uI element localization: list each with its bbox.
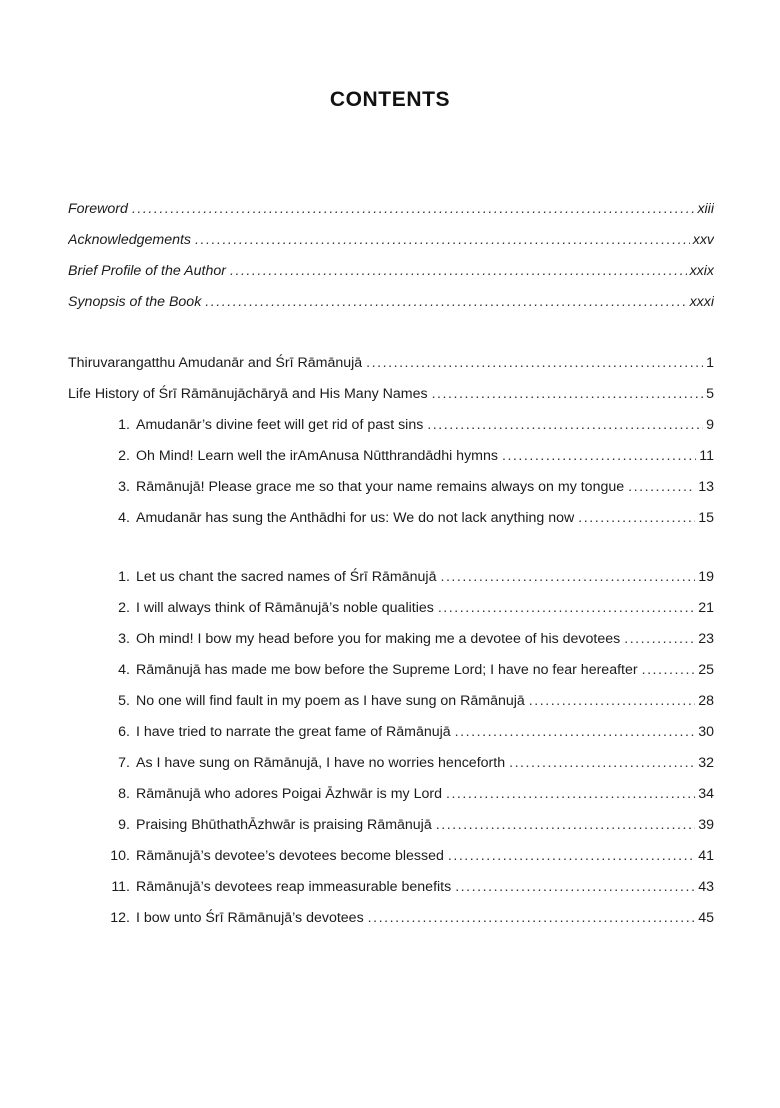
dot-leader bbox=[195, 231, 690, 249]
dot-leader bbox=[205, 293, 686, 311]
toc-entry-label: Rāmānujā! Please grace me so that your name remains always on my tongue bbox=[136, 479, 625, 495]
toc-entry[interactable] bbox=[104, 412, 714, 434]
dot-leader bbox=[132, 200, 695, 218]
dot-leader bbox=[628, 478, 695, 496]
toc-entry-label: As I have sung on Rāmānujā, I have no worries henceforth bbox=[136, 755, 506, 771]
toc-entry-page: xxix bbox=[689, 263, 714, 279]
toc-entry-page: 23 bbox=[698, 631, 714, 647]
toc-entry[interactable] bbox=[104, 657, 714, 679]
dot-leader bbox=[529, 692, 695, 710]
dot-leader bbox=[440, 568, 695, 586]
toc-entry-number: 10. bbox=[110, 848, 130, 864]
dot-leader bbox=[446, 785, 695, 803]
toc-entry-number: 8. bbox=[118, 786, 130, 802]
toc-entry-page: 13 bbox=[698, 479, 714, 495]
dot-leader bbox=[436, 816, 695, 834]
toc-entry-page: 43 bbox=[698, 879, 714, 895]
toc-entry-label: I have tried to narrate the great fame of Rāmānujā bbox=[136, 724, 451, 740]
dot-leader bbox=[368, 909, 696, 927]
toc-entry-page: 19 bbox=[698, 569, 714, 585]
toc-entry-intro[interactable] bbox=[68, 350, 714, 372]
toc-entry[interactable] bbox=[104, 595, 714, 617]
toc-entry-page: 41 bbox=[698, 848, 714, 864]
toc-entry-page: 45 bbox=[698, 910, 714, 926]
toc-entry-label: I bow unto Śrī Rāmānujā’s devotees bbox=[136, 910, 364, 926]
toc-entry[interactable] bbox=[104, 474, 714, 496]
toc-entry-number: 12. bbox=[110, 910, 130, 926]
toc-entry-page: 30 bbox=[698, 724, 714, 740]
toc-entry-label: Rāmānujā’s devotees reap immeasurable benefits bbox=[136, 879, 452, 895]
toc-entry[interactable] bbox=[104, 905, 714, 927]
dot-leader bbox=[438, 599, 695, 617]
toc-entry-foreword[interactable] bbox=[68, 196, 714, 218]
toc-entry-number: 2. bbox=[118, 600, 130, 616]
toc-entry[interactable] bbox=[104, 564, 714, 586]
toc-entry-page: 39 bbox=[698, 817, 714, 833]
toc-entry-number: 2. bbox=[118, 448, 130, 464]
toc-entry-number: 3. bbox=[118, 631, 130, 647]
toc-entry-number: 4. bbox=[118, 662, 130, 678]
toc-entry-label: Amudanār has sung the Anthādhi for us: We do not lack anything now bbox=[136, 510, 575, 526]
toc-entry-label: Amudanār’s divine feet will get rid of past sins bbox=[136, 417, 424, 433]
toc-entry-number: 5. bbox=[118, 693, 130, 709]
toc-entry[interactable] bbox=[104, 443, 714, 465]
toc-entry-number: 11. bbox=[111, 879, 130, 895]
toc-entry-label: Life History of Śrī Rāmānujāchāryā and His Many Names bbox=[68, 386, 428, 402]
toc-entry-acknowledgements[interactable] bbox=[68, 227, 714, 249]
toc-entry-page: 11 bbox=[699, 448, 714, 464]
toc-entry-number: 6. bbox=[118, 724, 130, 740]
toc-entry[interactable] bbox=[104, 750, 714, 772]
toc-entry-number: 7. bbox=[118, 755, 130, 771]
dot-leader bbox=[455, 723, 696, 741]
dot-leader bbox=[230, 262, 687, 280]
toc-entry-label: Synopsis of the Book bbox=[68, 294, 202, 310]
toc-entry[interactable] bbox=[104, 843, 714, 865]
toc-entry-page: 9 bbox=[706, 417, 714, 433]
toc-entry[interactable] bbox=[104, 812, 714, 834]
dot-leader bbox=[642, 661, 696, 679]
dot-leader bbox=[502, 447, 696, 465]
dot-leader bbox=[432, 385, 704, 403]
dot-leader bbox=[624, 630, 695, 648]
toc-entry-label: Praising BhūthathĀzhwār is praising Rāmānujā bbox=[136, 817, 432, 833]
dot-leader bbox=[366, 354, 703, 372]
toc-entry-label: Brief Profile of the Author bbox=[68, 263, 226, 279]
toc-entry-label: No one will find fault in my poem as I have sung on Rāmānujā bbox=[136, 693, 525, 709]
toc-entry[interactable] bbox=[104, 688, 714, 710]
toc-entry-page: 1 bbox=[706, 355, 714, 371]
toc-entry-page: 28 bbox=[698, 693, 714, 709]
toc-entry-page: 32 bbox=[698, 755, 714, 771]
toc-entry-number: 1. bbox=[118, 417, 130, 433]
page-title: CONTENTS bbox=[329, 88, 451, 111]
toc-entry-page: 5 bbox=[706, 386, 714, 402]
toc-entry-page: xiii bbox=[697, 201, 714, 217]
toc-entry[interactable] bbox=[104, 874, 714, 896]
toc-entry-label: I will always think of Rāmānujā’s noble qualities bbox=[136, 600, 434, 616]
toc-entry-page: xxxi bbox=[689, 294, 714, 310]
toc-entry-label: Foreword bbox=[68, 201, 128, 217]
toc-entry-label: Rāmānujā has made me bow before the Supreme Lord; I have no fear hereafter bbox=[136, 662, 638, 678]
toc-entry-page: 15 bbox=[698, 510, 714, 526]
toc-entry-label: Oh mind! I bow my head before you for making me a devotee of his devotees bbox=[136, 631, 621, 647]
dot-leader bbox=[448, 847, 695, 865]
toc-entry-page: 21 bbox=[698, 600, 714, 616]
toc-entry-label: Oh Mind! Learn well the irAmAnusa Nūtthrandādhi hymns bbox=[136, 448, 498, 464]
toc-entry[interactable] bbox=[104, 781, 714, 803]
dot-leader bbox=[578, 509, 695, 527]
toc-entry-label: Rāmānujā’s devotee’s devotees become blessed bbox=[136, 848, 444, 864]
toc-entry-number: 4. bbox=[118, 510, 130, 526]
toc-entry-page: xxv bbox=[692, 232, 714, 248]
toc-entry-number: 1. bbox=[118, 569, 130, 585]
toc-entry-author-profile[interactable] bbox=[68, 258, 714, 280]
toc-entry-page: 25 bbox=[698, 662, 714, 678]
toc-entry-label: Acknowledgements bbox=[68, 232, 192, 248]
toc-entry-synopsis[interactable] bbox=[68, 289, 714, 311]
toc-entry[interactable] bbox=[104, 626, 714, 648]
toc-entry-number: 9. bbox=[118, 817, 130, 833]
dot-leader bbox=[509, 754, 695, 772]
toc-entry[interactable] bbox=[104, 505, 714, 527]
toc-entry[interactable] bbox=[104, 719, 714, 741]
toc-entry-number: 3. bbox=[118, 479, 130, 495]
toc-entry-label: Thiruvarangatthu Amudanār and Śrī Rāmānujā bbox=[68, 355, 363, 371]
toc-entry-label: Let us chant the sacred names of Śrī Rāmānujā bbox=[136, 569, 437, 585]
toc-entry-label: Rāmānujā who adores Poigai Āzhwār is my Lord bbox=[136, 786, 442, 802]
dot-leader bbox=[427, 416, 703, 434]
toc-entry-page: 34 bbox=[698, 786, 714, 802]
toc-entry-life-history[interactable] bbox=[68, 381, 714, 403]
dot-leader bbox=[455, 878, 695, 896]
